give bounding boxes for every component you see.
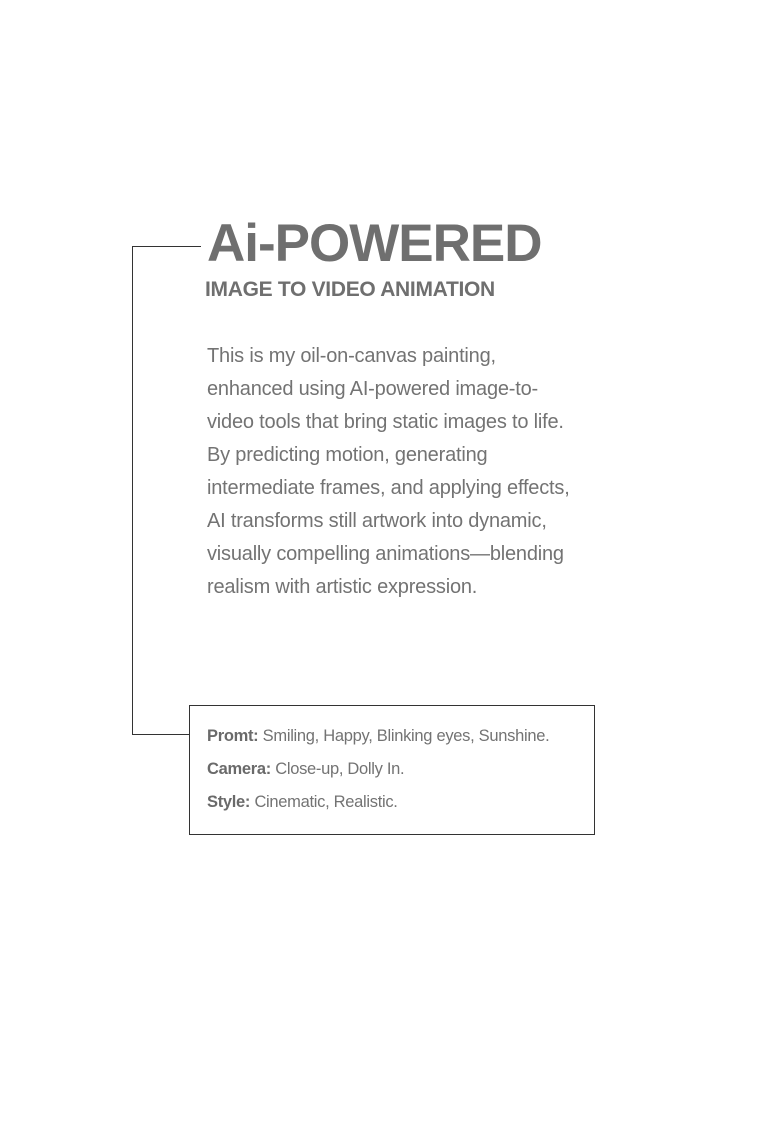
bracket-line-top xyxy=(132,246,201,247)
detail-prompt xyxy=(207,725,549,747)
detail-prompt-label: Promt: xyxy=(207,727,259,745)
bracket-line-bottom xyxy=(132,734,190,735)
detail-style xyxy=(207,791,398,813)
detail-camera-label: Camera: xyxy=(207,760,271,778)
detail-style-value: Cinematic, Realistic. xyxy=(254,793,398,811)
page-title: Ai-POWERED xyxy=(207,214,542,273)
detail-camera xyxy=(207,758,404,780)
detail-camera-value: Close-up, Dolly In. xyxy=(275,760,405,778)
bracket-line-vertical xyxy=(132,246,133,735)
description-paragraph: This is my oil-on-canvas painting, enhanced using AI-powered image-to-video tools that bring static images to life. By predicting motion, generating intermediate frames, and applying effects, AI transforms still artwork into dynamic, visually compelling animations—blending realism with artistic expression. xyxy=(207,345,570,598)
page-subtitle: IMAGE TO VIDEO ANIMATION xyxy=(205,278,495,301)
details-box xyxy=(189,705,595,835)
detail-prompt-value: Smiling, Happy, Blinking eyes, Sunshine. xyxy=(262,727,550,745)
detail-style-label: Style: xyxy=(207,793,251,811)
